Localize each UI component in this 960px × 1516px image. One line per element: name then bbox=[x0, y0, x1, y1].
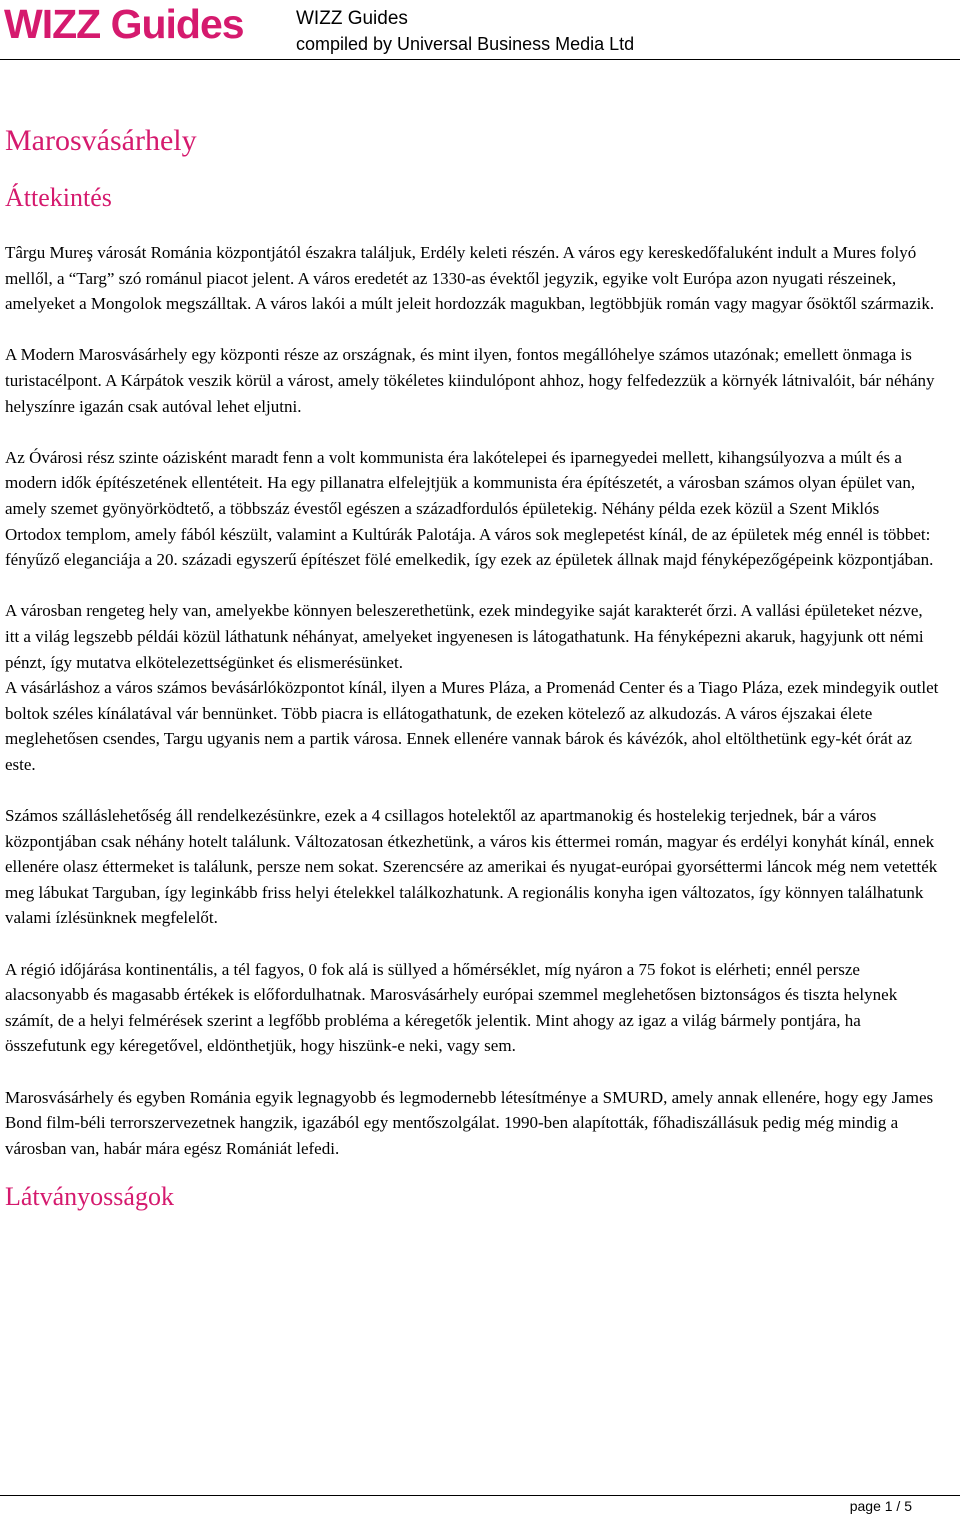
paragraph-modern-city: A Modern Marosvásárhely egy központi része az országnak, és mint ilyen, fontos megállóhelye számos utazónak; emellett önmaga is turistacélpont. A Kárpátok veszik körül a várost, amely tökéletes kiindulópont ahhoz, hogy felfedezzük a környék látnivalóit, bár néhány helyszínre igazán csak autóval lehet eljutni. bbox=[5, 345, 935, 416]
page-number: page 1 / 5 bbox=[849, 1498, 912, 1514]
footer-divider bbox=[0, 1495, 960, 1496]
paragraph-old-town: Az Óvárosi rész szinte oázisként maradt fenn a volt kommunista éra lakótelepei és iparnegyedei mellett, kihangsúlyozva a múlt és a modern idők építészetének ellentéteit. Ha egy pillanatra elfelejtjük a kommunista éra építészetét, a városban számos olyan épület van, amely szemet gyönyörködtető, a többszáz évestől egészen a századfordulós épületekig. Néhány példa ezek közül a Szent Miklós Ortodox templom, amely fából készült, valamint a Kultúrák Palotája. A város sok meglepetést kínál, de az épületek még ennél is többet: fényűző eleganciája a 20. századi egyszerű építészet fölé emelkedik, így ezek az épületek állnak majd fényképezőgépeink központjában. bbox=[5, 447, 934, 570]
paragraph-places: A városban rengeteg hely van, amelyekbe könnyen beleszerethetünk, ezek mindegyike saját karakterét őrzi. A vallási épületeket nézve, itt a világ legszebb példái közül láthatunk néhányat, amelyeket ingyenesen is látogathatunk. Ha fényképezni akaruk, hagyjunk ott némi pénzt, így mutatva elkötelezettségünket és elismerésünket. bbox=[5, 601, 924, 672]
paragraph-climate: A régió időjárása kontinentális, a tél fagyos, 0 fok alá is süllyed a hőmérséklet, míg nyáron a 75 fokot is elérheti; ennél persze alacsonyabb és magasabb értékek is előfordulhatnak. Marosvásárhely európai szemmel meglehetősen biztonságos és tiszta helynek számít, de a helyi felmérések szerint a legfőbb probléma a kéregetők jelentik. Mint ahogy az igaz a világ bármely pontjára, ha összefutunk egy kéregetővel, eldönthetjük, hogy hiszünk-e neki, vagy sem. bbox=[5, 959, 898, 1056]
header-subtitle: compiled by Universal Business Media Ltd bbox=[296, 34, 635, 54]
paragraph-shopping: A vásárláshoz a város számos bevásárlóközpontot kínál, ilyen a Mures Pláza, a Promenád Center és a Tiago Pláza, ezek mindegyik outlet boltok széles kínálatával vár bennünket. Több piacra is ellátogathatunk, de ezeken kötelező az alkudozás. A város éjszakai élete meglehetősen csendes, Targu ugyanis nem a partik városa. Ennek ellenére vannak bárok és kávézók, ahol eltölthetünk egy-két órát az este. bbox=[5, 678, 939, 774]
paragraph-smurd: Marosvásárhely és egyben Románia egyik legnagyobb és legmodernebb létesítménye a SMURD, amely annak ellenére, hogy egy James Bond film-béli terrorszervezetnek hangzik, igazából egy mentőszolgálat. 1990-ben alapították, főhadiszállásuk pedig még mindig a városban van, habár mára egész Romániát lefedi. bbox=[5, 1087, 934, 1158]
paragraph-history: Târgu Mureş városát Románia központjától északra találjuk, Erdély keleti részén. A város egy kereskedőfaluként indult a Mures folyó mellől, a “Targ” szó románul piacot jelent. A város eredetét az 1330-as évektől jegyzik, egyike volt Európa azon nyugati részeinek, amelyeket a Mongolok megszálltak. A város lakói a múlt jeleit hordozzák magukban, legtöbbjük román vagy magyar ősöktől származik. bbox=[5, 243, 935, 314]
wizz-guides-logo: WIZZ Guides bbox=[4, 1, 244, 47]
paragraph-accommodation: Számos szálláslehetőség áll rendelkezésünkre, ezek a 4 csillagos hotelektől az apartmanokig és hostelekig terjednek, bár a város központjában csak néhány hotelt találunk. Változatosan étkezhetünk, a város kis éttermei román, magyar és erdélyi konyhát kínál, ennek ellenére olasz éttermeket is találunk, persze nem sokat. Szerencsére az amerikai és nyugat-európai gyorséttermi láncok még nem vetették meg lábukat Targuban, így leginkább friss helyi ételekkel találkozhatunk. A regionális konyha igen változatos, így könnyen találhatunk valami ízlésünknek megfelelőt. bbox=[5, 806, 938, 928]
overview-heading: Áttekintés bbox=[5, 183, 112, 212]
sights-heading: Látványosságok bbox=[5, 1182, 174, 1212]
page-title: Marosvásárhely bbox=[5, 124, 197, 157]
main-content bbox=[5, 118, 940, 1219]
header-title: WIZZ Guides bbox=[296, 8, 408, 29]
header-divider bbox=[0, 59, 960, 60]
page-header bbox=[0, 0, 960, 62]
